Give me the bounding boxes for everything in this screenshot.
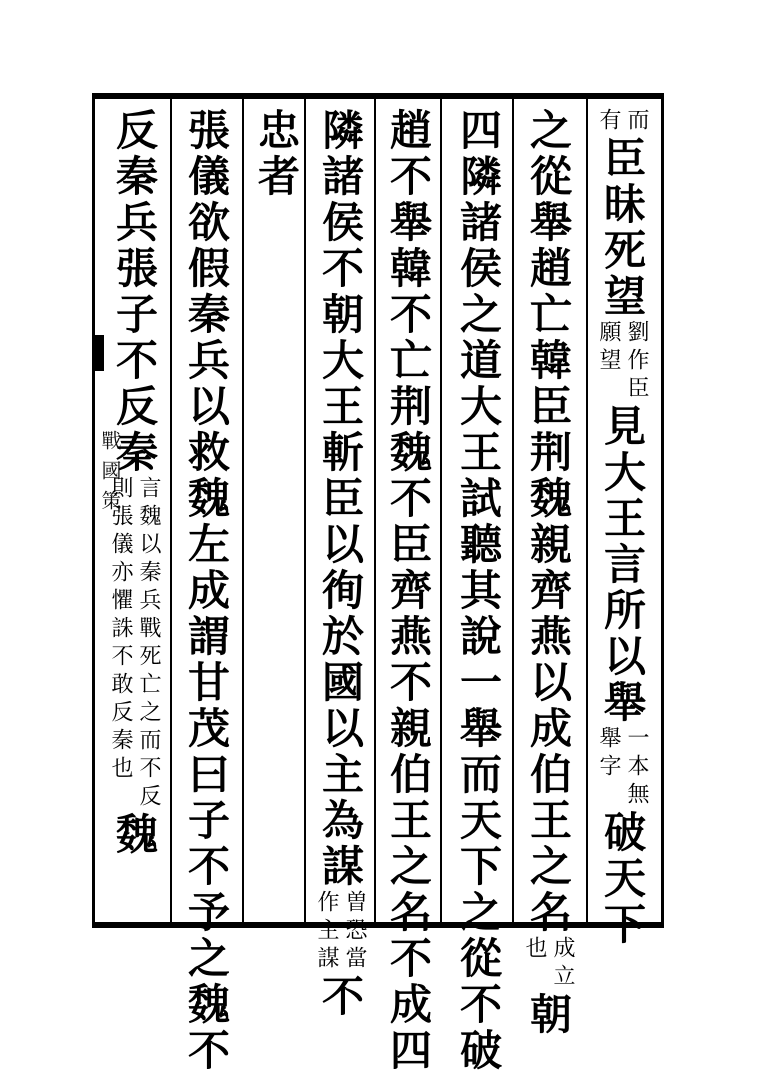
commentary-line: 願望 — [596, 320, 621, 376]
main-text: 朝 — [524, 992, 573, 1038]
main-text: 臣昧死望 — [598, 136, 647, 320]
commentary-line: 言魏以秦兵戰死亡之而不反 — [136, 476, 161, 812]
main-text: 反秦兵張子不反秦 — [110, 108, 159, 476]
text-column-3 — [448, 108, 508, 1074]
commentary-line: 也 — [522, 936, 547, 964]
main-text: 魏 — [110, 812, 159, 858]
column-divider — [440, 99, 442, 922]
commentary-line: 劉作臣 — [624, 320, 649, 404]
column-2-content — [510, 108, 586, 1038]
commentary-note — [0, 476, 412, 812]
commentary-line: 作主謀 — [314, 890, 339, 974]
commentary-line: 曽恐當 — [342, 890, 367, 974]
commentary-note — [522, 936, 574, 992]
commentary-line: 舉字 — [596, 726, 621, 782]
commentary-note — [596, 108, 648, 136]
main-text: 四隣諸侯之道大王試聽其說一舉而天下之從不破 — [454, 108, 503, 1074]
main-text: 不 — [316, 974, 365, 1020]
top-border — [92, 93, 664, 99]
column-3-content — [449, 108, 507, 1074]
commentary-note — [596, 320, 648, 404]
commentary-line: 成立 — [550, 936, 575, 992]
main-text: 趙不舉韓不亡荆魏不臣齊燕不親伯王之名不成四 — [384, 108, 433, 1074]
commentary-line: 而 — [624, 108, 649, 136]
main-text: 張儀欲假秦兵以救魏左成謂甘茂曰子不予之魏不 — [182, 108, 231, 1074]
column-8-content — [0, 108, 412, 858]
main-text: 忠者 — [252, 108, 301, 200]
commentary-line: 有 — [596, 108, 621, 136]
text-column-8 — [104, 108, 164, 918]
main-text: 破天下 — [598, 810, 647, 948]
commentary-line: 則張儀亦懼誅不敢反秦也 — [108, 476, 133, 784]
text-column-2 — [518, 108, 578, 1038]
commentary-line: 一本無 — [624, 726, 649, 810]
main-text: 見大王言所以舉 — [598, 404, 647, 726]
commentary-note — [314, 890, 366, 974]
commentary-note — [596, 726, 648, 810]
main-text: 之從舉趙亡韓臣荆魏親齊燕以成伯王之名 — [524, 108, 573, 936]
book-title-margin: 戰國策 — [98, 430, 122, 520]
text-column-1 — [592, 108, 652, 948]
main-text: 隣諸侯不朝大王斬臣以徇於國以主為謀 — [316, 108, 365, 890]
